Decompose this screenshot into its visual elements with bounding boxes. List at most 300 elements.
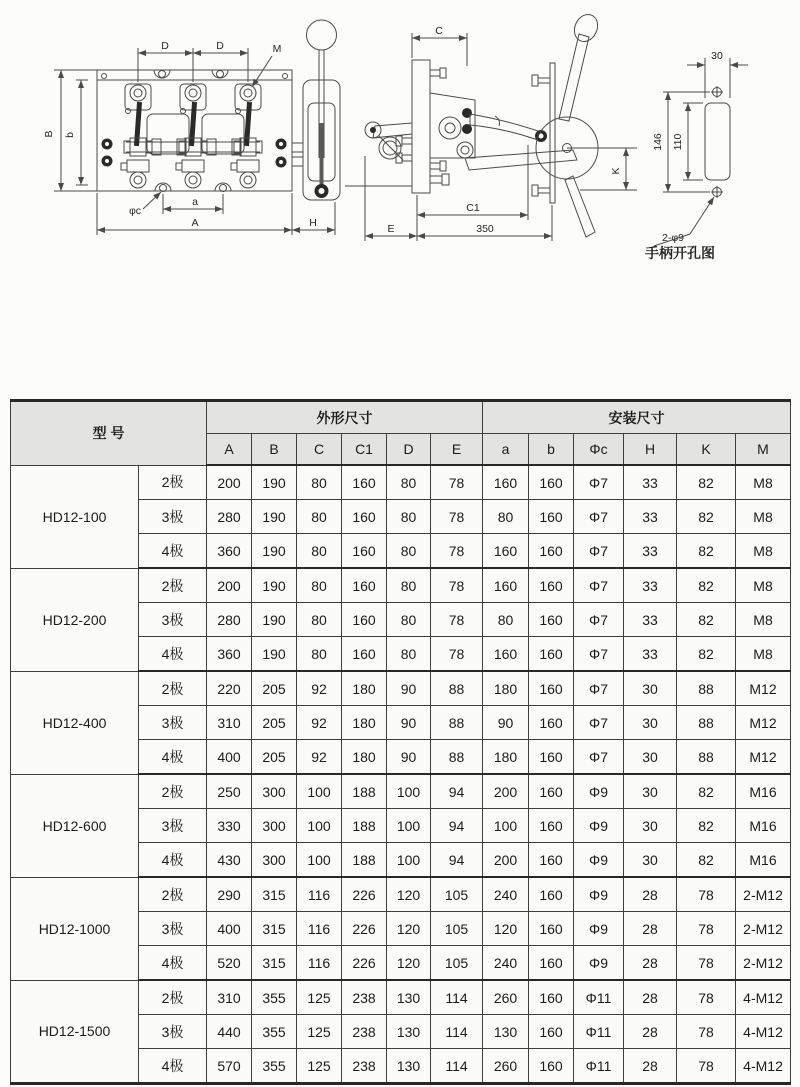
dim-cell: 280	[207, 500, 252, 534]
pole-cell: 4极	[139, 534, 207, 569]
dim-label-350: 350	[476, 223, 494, 235]
dim-cell: 78	[431, 568, 483, 603]
model-cell: HD12-400	[11, 671, 139, 774]
model-cell: HD12-1500	[11, 980, 139, 1084]
dim-cell: M8	[736, 603, 791, 637]
dim-cell: 400	[207, 740, 252, 775]
dim-cell: 78	[677, 877, 736, 912]
dim-cell: Φ7	[574, 740, 624, 775]
dim-cell: 226	[342, 877, 387, 912]
dim-cell: 78	[431, 500, 483, 534]
dim-label-H: H	[309, 217, 317, 229]
pole-assembly	[231, 84, 262, 188]
dim-cell: 100	[297, 843, 342, 878]
dim-cell: 160	[529, 671, 574, 706]
dim-cell: 238	[342, 980, 387, 1015]
dim-cell: Φ9	[574, 877, 624, 912]
dim-cell: 33	[624, 500, 677, 534]
dim-cell: 82	[677, 774, 736, 809]
dim-cell: 125	[297, 980, 342, 1015]
dim-cell: 200	[483, 774, 529, 809]
dim-cell: 160	[529, 465, 574, 500]
dim-cell: 160	[529, 877, 574, 912]
dim-label-C: C	[435, 25, 443, 37]
dim-cell: 80	[387, 500, 431, 534]
dim-cell: 28	[624, 1015, 677, 1049]
pole-cell: 3极	[139, 912, 207, 946]
dim-cell: Φ7	[574, 603, 624, 637]
dim-cell: Φ11	[574, 980, 624, 1015]
dim-cell: 290	[207, 877, 252, 912]
dim-label-a: a	[192, 196, 198, 208]
dim-cell: 130	[387, 980, 431, 1015]
dim-cell: 114	[431, 1015, 483, 1049]
dim-cell: 160	[529, 706, 574, 740]
dim-cell: 160	[483, 568, 529, 603]
col-phi-c: Φc	[574, 434, 624, 466]
dim-cell: 28	[624, 1049, 677, 1084]
dim-cell: Φ7	[574, 568, 624, 603]
col-B: B	[252, 434, 297, 466]
dim-cell: 520	[207, 946, 252, 981]
dim-cell: 120	[387, 877, 431, 912]
dim-cell: 355	[252, 1049, 297, 1084]
pole-cell: 2极	[139, 980, 207, 1015]
dim-cell: 360	[207, 534, 252, 569]
col-b: b	[529, 434, 574, 466]
dim-label-phi-c: φc	[128, 205, 142, 217]
dim-cell: 88	[431, 671, 483, 706]
dim-cell: 130	[387, 1049, 431, 1084]
dim-cell: 125	[297, 1015, 342, 1049]
dim-cell: 200	[207, 568, 252, 603]
dim-cell: 82	[677, 534, 736, 569]
dim-label-A: A	[191, 217, 199, 229]
dim-cell: 28	[624, 980, 677, 1015]
dim-cell: 116	[297, 912, 342, 946]
dim-cell: 120	[387, 946, 431, 981]
switch-front-view-drawing	[40, 8, 345, 258]
pole-cell: 2极	[139, 774, 207, 809]
dim-cell: 80	[483, 603, 529, 637]
dim-cell: 30	[624, 671, 677, 706]
dim-cell: 105	[431, 877, 483, 912]
dim-label-C1: C1	[466, 202, 480, 214]
dim-cell: 100	[297, 809, 342, 843]
table-row	[11, 980, 791, 1015]
dim-cell: 82	[677, 500, 736, 534]
dim-cell: 160	[529, 946, 574, 981]
dim-cell: 92	[297, 706, 342, 740]
dim-label-30: 30	[711, 50, 723, 62]
dim-cell: 80	[297, 603, 342, 637]
dim-cell: 130	[387, 1015, 431, 1049]
dim-cell: 82	[677, 603, 736, 637]
dim-cell: Φ7	[574, 534, 624, 569]
col-K: K	[677, 434, 736, 466]
dim-cell: 180	[342, 671, 387, 706]
pole-cell: 4极	[139, 740, 207, 775]
dim-label-K: K	[610, 167, 622, 175]
dim-cell: 33	[624, 534, 677, 569]
dim-cell: Φ7	[574, 465, 624, 500]
dim-cell: 30	[624, 809, 677, 843]
dim-cell: 315	[252, 877, 297, 912]
dim-cell: 160	[342, 568, 387, 603]
pole-cell: 3极	[139, 706, 207, 740]
col-C: C	[297, 434, 342, 466]
model-group	[11, 877, 791, 980]
dim-label-2-phi9: 2-φ9	[662, 232, 684, 244]
dim-cell: 2-M12	[736, 946, 791, 981]
dim-cell: 28	[624, 912, 677, 946]
model-group	[11, 774, 791, 877]
dim-cell: 28	[624, 946, 677, 981]
dim-cell: 80	[297, 534, 342, 569]
mounting-plate-side	[345, 60, 430, 193]
dim-cell: 82	[677, 465, 736, 500]
dim-cell: 100	[297, 774, 342, 809]
dim-cell: 160	[483, 637, 529, 672]
dim-cell: Φ9	[574, 946, 624, 981]
model-group	[11, 465, 791, 568]
dim-cell: 105	[431, 946, 483, 981]
dim-cell: 88	[431, 740, 483, 775]
dim-cell: 160	[529, 1049, 574, 1084]
dim-cell: M12	[736, 740, 791, 775]
dim-cell: 188	[342, 843, 387, 878]
dim-cell: 160	[342, 465, 387, 500]
dim-cell: 30	[624, 706, 677, 740]
dim-cell: 80	[297, 500, 342, 534]
dim-cell: 90	[387, 740, 431, 775]
dim-cell: 94	[431, 843, 483, 878]
pole-cell: 4极	[139, 637, 207, 672]
dim-cell: 105	[431, 912, 483, 946]
dim-cell: 80	[387, 534, 431, 569]
table-row	[11, 877, 791, 912]
dim-cell: 160	[529, 1015, 574, 1049]
dim-cell: M12	[736, 671, 791, 706]
dim-cell: 310	[207, 706, 252, 740]
dim-cell: 82	[677, 568, 736, 603]
col-M: M	[736, 434, 791, 466]
dim-cell: 82	[677, 637, 736, 672]
dim-cell: 160	[483, 534, 529, 569]
dim-cell: 90	[387, 706, 431, 740]
dim-cell: 2-M12	[736, 912, 791, 946]
dimension-spec-table	[10, 399, 791, 1085]
dim-cell: 78	[677, 946, 736, 981]
dim-cell: 120	[387, 912, 431, 946]
dim-cell: Φ9	[574, 809, 624, 843]
model-cell: HD12-100	[11, 465, 139, 568]
dim-cell: 190	[252, 637, 297, 672]
table-row	[11, 568, 791, 603]
dim-cell: 88	[677, 706, 736, 740]
dim-cell: 78	[677, 1049, 736, 1084]
dim-cell: 130	[483, 1015, 529, 1049]
pole-cell: 2极	[139, 465, 207, 500]
dim-cell: 300	[252, 843, 297, 878]
pole-cell: 3极	[139, 603, 207, 637]
pole-cell: 4极	[139, 1049, 207, 1084]
dim-cell: 125	[297, 1049, 342, 1084]
dim-label-M: M	[272, 43, 282, 55]
dim-cell: 360	[207, 637, 252, 672]
dim-cell: 100	[387, 809, 431, 843]
header-mounting-dims: 安装尺寸	[483, 401, 791, 434]
dim-cell: 300	[252, 809, 297, 843]
dim-cell: 315	[252, 946, 297, 981]
dim-cell: 190	[252, 534, 297, 569]
dim-cell: 205	[252, 706, 297, 740]
dim-cell: 33	[624, 568, 677, 603]
cutout-dimensions	[652, 50, 748, 246]
dim-cell: 92	[297, 740, 342, 775]
catalog-page	[0, 8, 800, 1087]
dim-cell: 240	[483, 946, 529, 981]
col-H: H	[624, 434, 677, 466]
dim-label-110: 110	[672, 133, 684, 151]
model-cell: HD12-1000	[11, 877, 139, 980]
dim-cell: 180	[342, 706, 387, 740]
dim-cell: 160	[529, 568, 574, 603]
dim-cell: 80	[297, 465, 342, 500]
dim-cell: 280	[207, 603, 252, 637]
dim-cell: 160	[529, 809, 574, 843]
dim-label-D2: D	[216, 40, 224, 52]
dim-cell: 30	[624, 740, 677, 775]
dim-cell: 570	[207, 1049, 252, 1084]
dim-cell: 190	[252, 465, 297, 500]
pole-cell: 2极	[139, 877, 207, 912]
col-a: a	[483, 434, 529, 466]
header-outline-dims: 外形尺寸	[207, 401, 483, 434]
dim-cell: 260	[483, 1049, 529, 1084]
dim-cell: 100	[483, 809, 529, 843]
dim-cell: 310	[207, 980, 252, 1015]
dim-cell: 88	[677, 740, 736, 775]
cutout-shape	[705, 86, 730, 198]
dim-cell: 160	[342, 500, 387, 534]
dim-cell: M16	[736, 774, 791, 809]
dim-cell: 80	[387, 568, 431, 603]
dim-cell: Φ7	[574, 637, 624, 672]
side-dimensions	[365, 25, 637, 241]
dim-cell: 33	[624, 637, 677, 672]
dim-cell: 80	[387, 637, 431, 672]
col-A: A	[207, 434, 252, 466]
pole-cell: 4极	[139, 843, 207, 878]
table-header	[11, 401, 791, 466]
dim-cell: 260	[483, 980, 529, 1015]
dim-cell: 160	[529, 740, 574, 775]
dim-cell: 28	[624, 877, 677, 912]
dim-label-146: 146	[652, 133, 664, 151]
dim-cell: Φ11	[574, 1049, 624, 1084]
dim-cell: Φ7	[574, 706, 624, 740]
dim-cell: 78	[431, 603, 483, 637]
model-group	[11, 568, 791, 671]
col-E: E	[431, 434, 483, 466]
dim-cell: 82	[677, 843, 736, 878]
pole-cell: 4极	[139, 946, 207, 981]
dim-cell: 90	[483, 706, 529, 740]
dim-cell: M16	[736, 843, 791, 878]
header-model: 型 号	[11, 401, 207, 466]
pole-cell: 3极	[139, 1015, 207, 1049]
pole-cell: 2极	[139, 671, 207, 706]
dim-cell: 100	[387, 774, 431, 809]
dim-cell: 160	[529, 637, 574, 672]
dim-cell: 30	[624, 774, 677, 809]
dim-cell: 250	[207, 774, 252, 809]
model-group	[11, 980, 791, 1084]
dim-label-B: B	[43, 130, 55, 138]
spec-table-section	[10, 399, 790, 1085]
dim-cell: 355	[252, 980, 297, 1015]
dim-cell: 160	[529, 912, 574, 946]
dim-cell: M8	[736, 637, 791, 672]
table-row	[11, 774, 791, 809]
dim-cell: 116	[297, 946, 342, 981]
dim-cell: 120	[483, 912, 529, 946]
dim-cell: 160	[483, 465, 529, 500]
dim-cell: 88	[677, 671, 736, 706]
pole-cell: 3极	[139, 809, 207, 843]
dim-cell: 160	[529, 500, 574, 534]
dim-cell: 238	[342, 1015, 387, 1049]
dim-cell: 160	[529, 534, 574, 569]
dim-cell: 400	[207, 912, 252, 946]
dim-cell: 300	[252, 774, 297, 809]
dim-cell: 94	[431, 774, 483, 809]
dim-cell: 4-M12	[736, 1015, 791, 1049]
dim-cell: 100	[387, 843, 431, 878]
dim-cell: 33	[624, 603, 677, 637]
dim-cell: 114	[431, 980, 483, 1015]
dim-label-D1: D	[161, 40, 169, 52]
pole-cell: 3极	[139, 500, 207, 534]
dim-cell: 188	[342, 774, 387, 809]
model-cell: HD12-600	[11, 774, 139, 877]
dim-cell: 160	[529, 774, 574, 809]
dim-cell: 78	[431, 465, 483, 500]
dim-cell: M8	[736, 568, 791, 603]
dim-cell: M8	[736, 534, 791, 569]
dim-cell: 80	[387, 465, 431, 500]
dim-cell: M8	[736, 500, 791, 534]
dim-cell: 330	[207, 809, 252, 843]
dim-cell: 30	[624, 843, 677, 878]
dim-cell: 160	[342, 637, 387, 672]
model-group	[11, 671, 791, 774]
dim-cell: 2-M12	[736, 877, 791, 912]
dim-cell: 190	[252, 568, 297, 603]
pole-assemblies	[121, 84, 262, 188]
handle-cutout-drawing	[640, 8, 800, 270]
dim-cell: 80	[483, 500, 529, 534]
dim-cell: 220	[207, 671, 252, 706]
dim-cell: 440	[207, 1015, 252, 1049]
dim-cell: 90	[387, 671, 431, 706]
cutout-caption: 手柄开孔图	[645, 245, 715, 261]
dim-cell: 180	[483, 740, 529, 775]
dim-cell: 4-M12	[736, 1049, 791, 1084]
dim-cell: 80	[297, 637, 342, 672]
dim-cell: Φ9	[574, 912, 624, 946]
model-cell: HD12-200	[11, 568, 139, 671]
dim-cell: M12	[736, 706, 791, 740]
dim-cell: 82	[677, 809, 736, 843]
dim-cell: 200	[207, 465, 252, 500]
dim-cell: 180	[342, 740, 387, 775]
dim-cell: M8	[736, 465, 791, 500]
dim-cell: Φ7	[574, 671, 624, 706]
dim-cell: 92	[297, 671, 342, 706]
dim-cell: 80	[387, 603, 431, 637]
dim-cell: 94	[431, 809, 483, 843]
dim-cell: 160	[342, 603, 387, 637]
dim-cell: 226	[342, 912, 387, 946]
dim-cell: 116	[297, 877, 342, 912]
dim-cell: 190	[252, 603, 297, 637]
dim-cell: Φ7	[574, 500, 624, 534]
col-D: D	[387, 434, 431, 466]
table-row	[11, 465, 791, 500]
dim-cell: 200	[483, 843, 529, 878]
dim-cell: Φ9	[574, 774, 624, 809]
switch-side-view-drawing	[345, 8, 640, 258]
dim-cell: 238	[342, 1049, 387, 1084]
dim-cell: 430	[207, 843, 252, 878]
dim-cell: 78	[677, 912, 736, 946]
dim-cell: 355	[252, 1015, 297, 1049]
dim-label-b: b	[64, 132, 76, 138]
dim-cell: 80	[297, 568, 342, 603]
dim-cell: 78	[677, 980, 736, 1015]
dim-cell: Φ9	[574, 843, 624, 878]
dim-cell: 205	[252, 671, 297, 706]
dim-cell: 315	[252, 912, 297, 946]
dim-cell: 226	[342, 946, 387, 981]
dim-cell: 160	[529, 980, 574, 1015]
dim-cell: 205	[252, 740, 297, 775]
dim-cell: 33	[624, 465, 677, 500]
dim-cell: 160	[529, 843, 574, 878]
dim-cell: 190	[252, 500, 297, 534]
pole-cell: 2极	[139, 568, 207, 603]
dim-cell: 78	[431, 637, 483, 672]
operating-handle	[292, 20, 340, 200]
dim-cell: 78	[431, 534, 483, 569]
table-row	[11, 671, 791, 706]
technical-drawings-section	[0, 8, 800, 278]
dim-cell: 180	[483, 671, 529, 706]
dim-cell: 114	[431, 1049, 483, 1084]
dim-cell: M16	[736, 809, 791, 843]
dim-cell: 4-M12	[736, 980, 791, 1015]
dim-cell: 188	[342, 809, 387, 843]
dim-cell: 240	[483, 877, 529, 912]
col-C1: C1	[342, 434, 387, 466]
dim-label-E: E	[387, 223, 395, 235]
dim-cell: 88	[431, 706, 483, 740]
dim-cell: 160	[529, 603, 574, 637]
dim-cell: 78	[677, 1015, 736, 1049]
dim-cell: Φ11	[574, 1015, 624, 1049]
